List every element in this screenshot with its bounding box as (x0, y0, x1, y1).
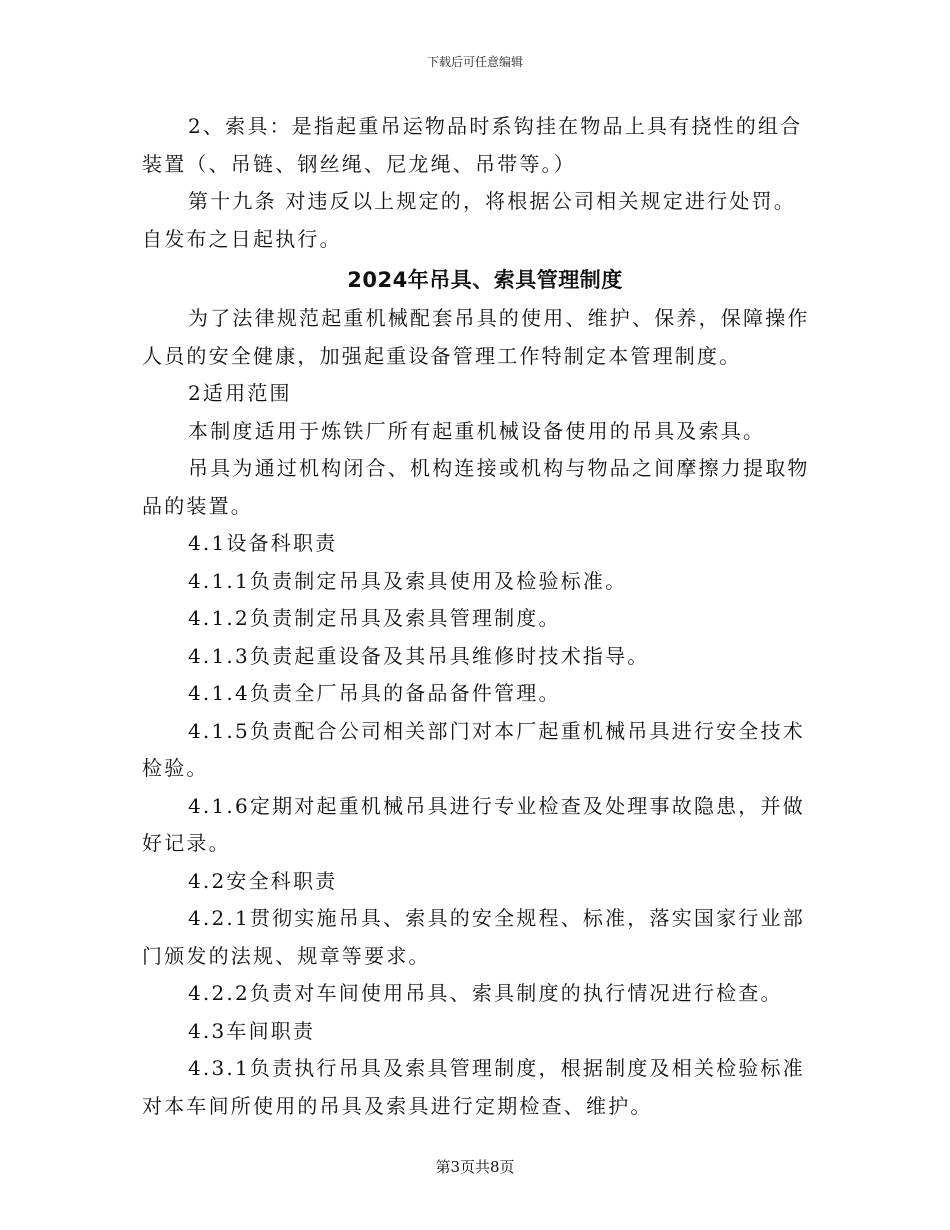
paragraph-4-1-4: 4.1.4负责全厂吊具的备品备件管理。 (188, 681, 561, 705)
document-title: 2024年吊具、索具管理制度 (347, 268, 623, 292)
paragraph-purpose: 为了法律规范起重机械配套吊具的使用、维护、保养，保障操作人员的安全健康，加强起重设备管理工作特制定本管理制度。 (142, 306, 810, 368)
document-body (142, 108, 814, 1125)
paragraph-4-1-1: 4.1.1负责制定吊具及索具使用及检验标准。 (188, 568, 628, 593)
paragraph-scope: 本制度适用于炼铁厂所有起重机械设备使用的吊具及索具。 (188, 418, 766, 443)
paragraph-4-1-2: 4.1.2负责制定吊具及索具管理制度。 (188, 606, 561, 630)
paragraph-4-2-2: 4.2.2负责对车间使用吊具、索具制度的执行情况进行检查。 (188, 981, 783, 1005)
paragraph-4-1-6: 4.1.6定期对起重机械吊具进行专业检查及处理事故隐患，并做好记录。 (142, 793, 805, 855)
paragraph-4-1-3: 4.1.3负责起重设备及其吊具维修时技术指导。 (188, 643, 650, 668)
page-number: 第3页共8页 (435, 1158, 515, 1176)
paragraph-4-1: 4.1设备科职责 (188, 531, 338, 555)
paragraph-rigging-definition: 2、索具：是指起重吊运物品时系钩挂在物品上具有挠性的组合装置（、吊链、钢丝绳、尼龙绳、吊带等。） (142, 114, 803, 176)
paragraph-4-3: 4.3车间职责 (188, 1018, 316, 1043)
paragraph-4-2: 4.2安全科职责 (188, 868, 338, 893)
paragraph-4-1-5: 4.1.5负责配合公司相关部门对本厂起重机械吊具进行安全技术检验。 (142, 718, 805, 780)
paragraph-4-2-1: 4.2.1贯彻实施吊具、索具的安全规程、标准，落实国家行业部门颁发的法规、规章等要求。 (142, 906, 805, 968)
paragraph-article-19: 第十九条 对违反以上规定的，将根据公司相关规定进行处罚。自发布之日起执行。 (142, 189, 796, 251)
paragraph-scope-heading: 2适用范围 (188, 381, 292, 405)
paragraph-4-3-1: 4.3.1负责执行吊具及索具管理制度，根据制度及相关检验标准对本车间所使用的吊具及索具进行定期检查、维护。 (142, 1056, 805, 1118)
paragraph-definition: 吊具为通过机构闭合、机构连接或机构与物品之间摩擦力提取物品的装置。 (142, 456, 810, 518)
page-header: 下载后可任意编辑 (426, 55, 523, 69)
